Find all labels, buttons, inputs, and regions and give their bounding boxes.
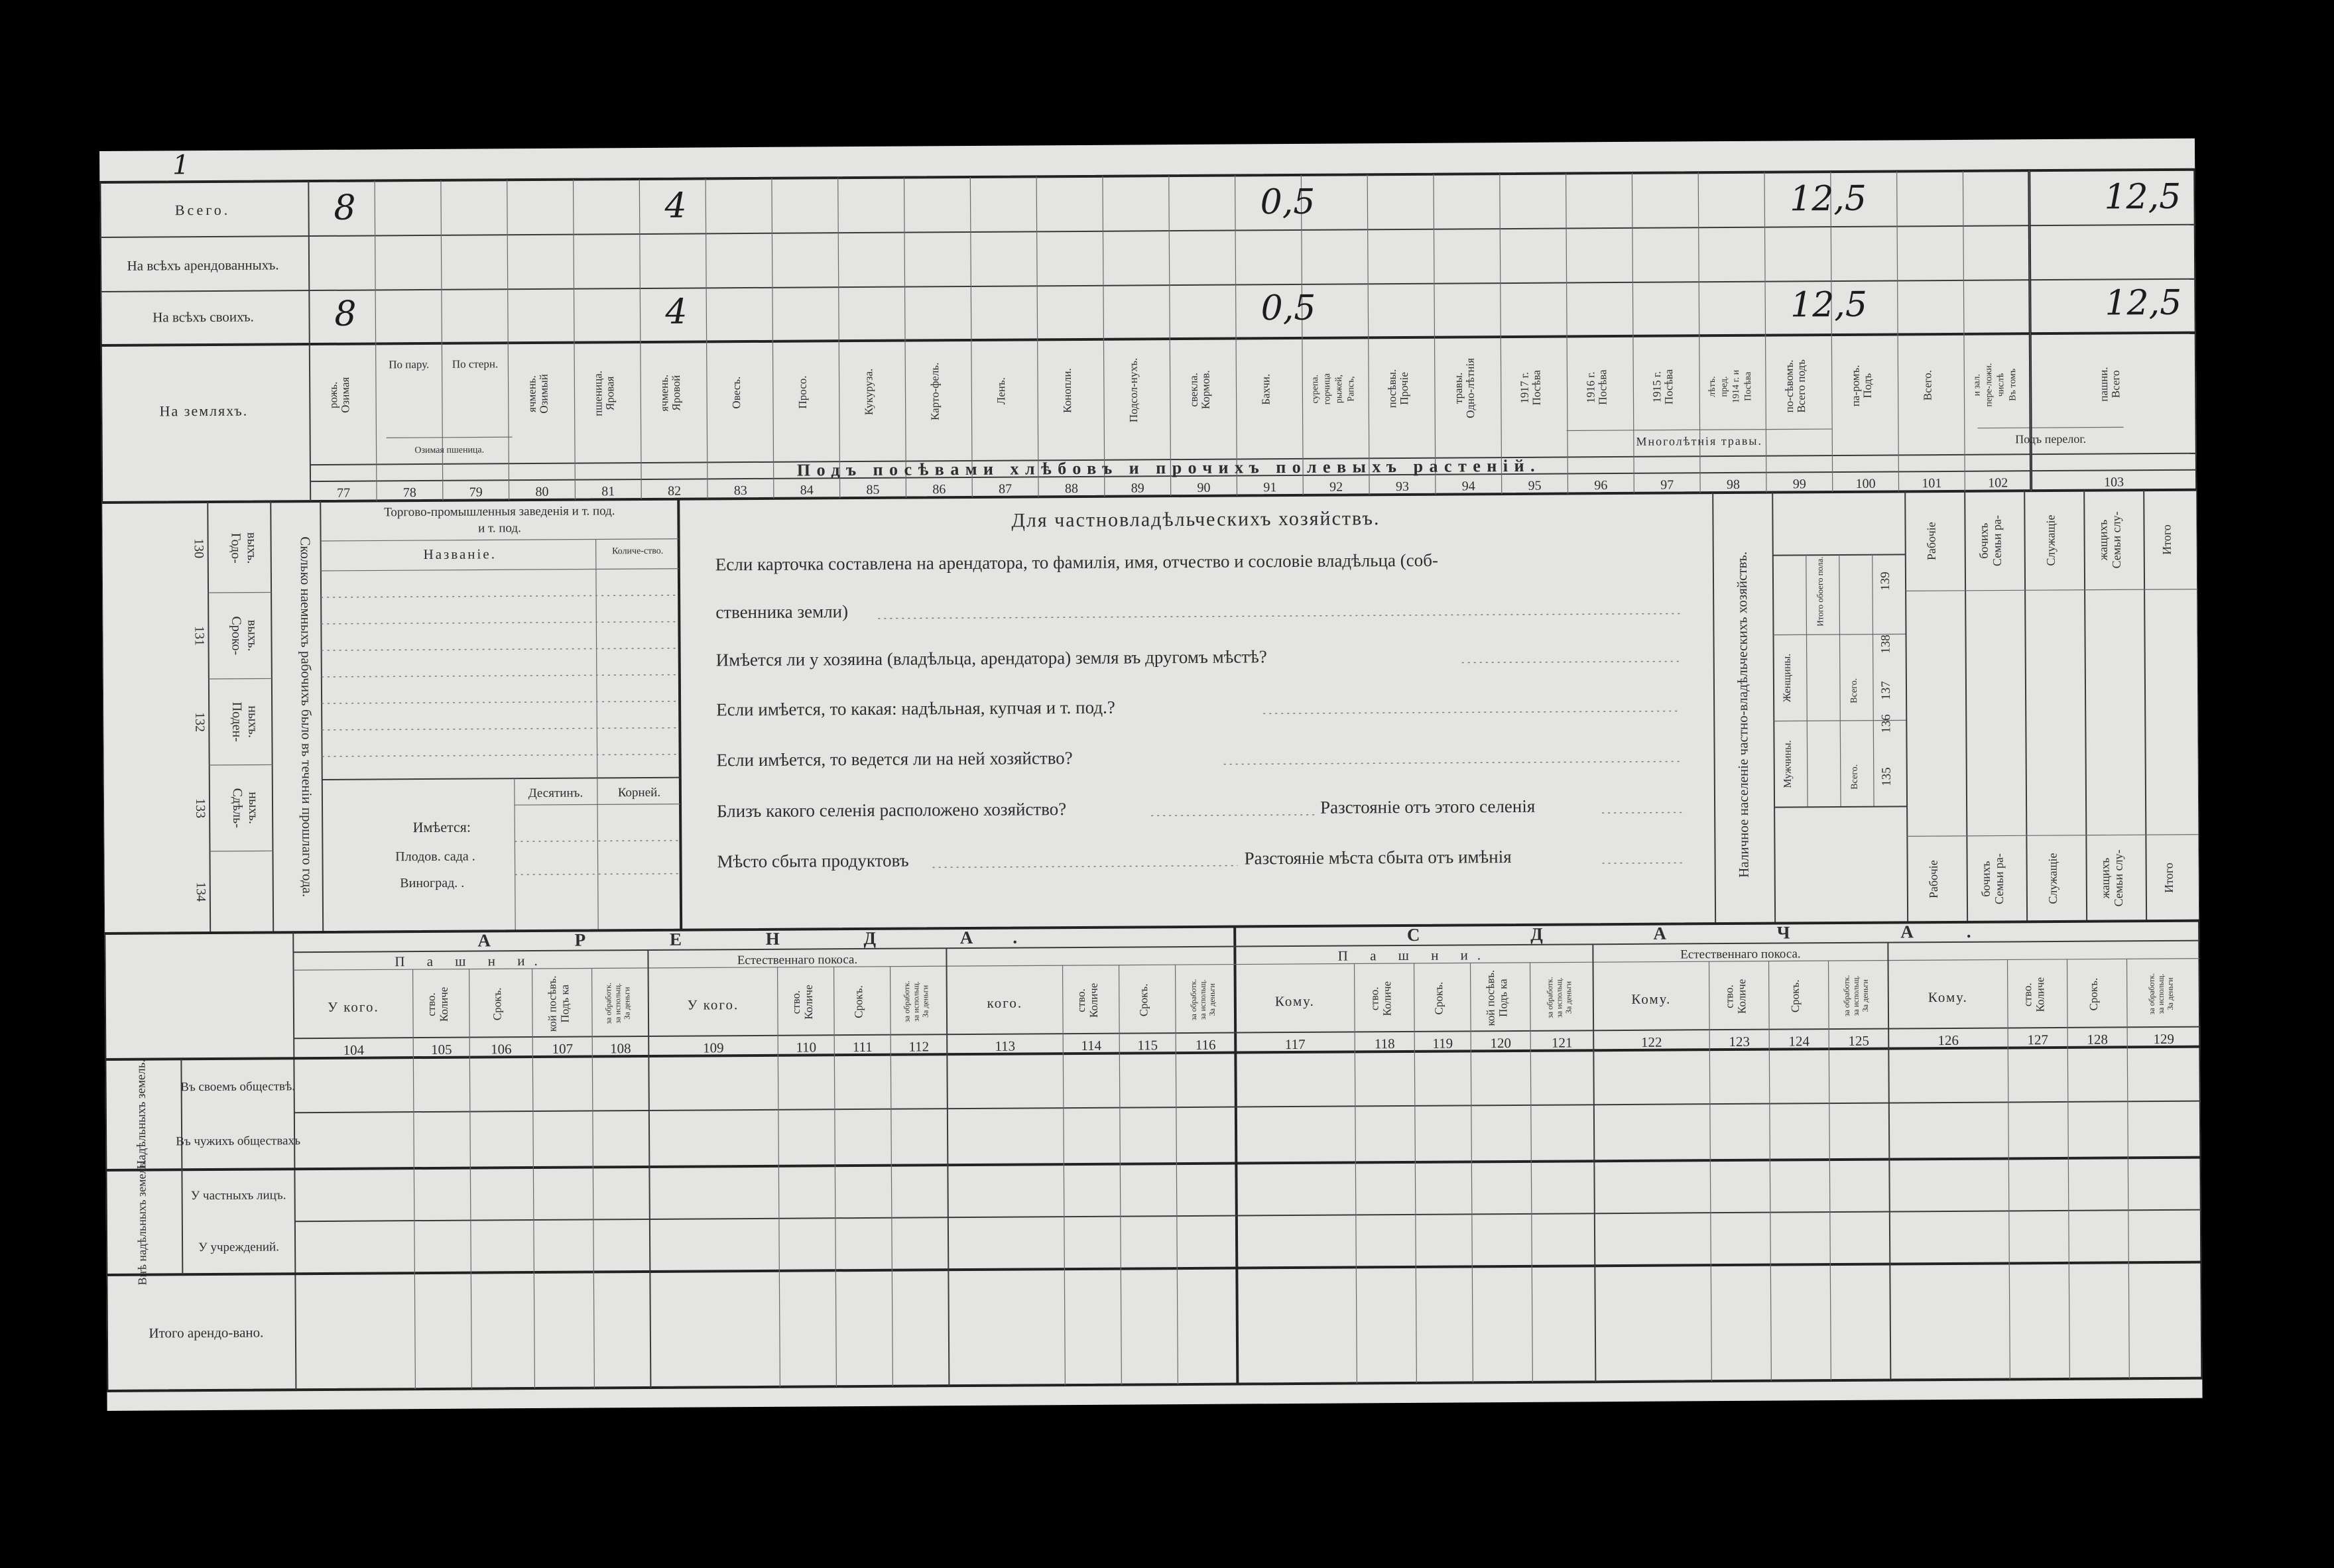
top-col-label-101: Всего. [1921,370,1934,401]
private-q1a: Если карточка составлена на арендатора, то фамилiя, имя, отчество и сословiе владѣльца (соб- [715,550,1439,575]
population-label: Наличное населенiе частно-владѣльческихъ хозяйствъ. [1733,551,1752,878]
sdacha-col-num-120: 120 [1490,1035,1512,1052]
nadel-group-label: Надѣльныхъ земель. [134,1059,149,1170]
top-col-line [904,178,906,498]
top-col-label-88: Конопли. [1060,368,1074,413]
hw-value-row0-col82: 4 [664,186,687,226]
private-q4: Если имѣется, то ведется ли на ней хозяйство? [716,748,1073,770]
trade-header-sub: и т. под. [478,521,521,536]
arenda-col-hdr-105: Количество. [424,987,451,1022]
pop-num-138: 138 [1878,634,1893,654]
hw-value-row2-col91: 0,5 [1260,288,1316,329]
sdacha-col-hdr-123: Количество. [1723,979,1749,1014]
bottom-col-line [1355,963,1357,1383]
right-col-label-0: Рабочiе [1926,860,1940,899]
top-col-num-90: 90 [1197,480,1211,495]
top-col-line [1566,173,1568,493]
arenda-col-num-106: 106 [490,1041,512,1057]
bottom-col-line [532,969,535,1388]
top-col-label-98: Посѣва1914 г. ипред.лѣтъ. [1707,369,1754,404]
sdacha-col-hdr-117: Кому. [1274,993,1315,1010]
mid-col-label-132: Поден-ныхъ. [229,701,261,742]
top-section [99,170,2197,503]
pop-num-136: 136 [1879,714,1894,733]
arenda-col-hdr-109: У кого. [687,996,739,1013]
arenda-col-hdr-113: кого. [987,995,1023,1011]
pop-total: Итого обоего пола. [1814,556,1825,627]
bottom-col-line [1888,943,1890,1380]
row-label-arendovannykh: На всѣхъ арендованныхъ. [127,257,279,274]
top-col-line [1367,174,1369,495]
bottom-col-line [1063,965,1066,1385]
sdacha-col-num-118: 118 [1374,1036,1395,1052]
right-col-label-0: Рабочiе [1924,522,1938,561]
hw-value-row2-col99: 12,5 [1790,284,1868,326]
right-col-label-4: Итого [2160,524,2174,555]
bottom-col-line [778,967,780,1387]
sdacha-col-hdr-121: За деньгиза испольщ.за обработк. [1545,977,1573,1018]
sdacha-col-hdr-124: Срокъ. [1788,979,1802,1013]
group-label-ozimaya-pshenica: Озимая пшеница. [414,445,485,456]
korney-label: Корней. [617,785,661,800]
arenda-pashni: П а ш н и. [395,952,547,970]
sdacha-col-num-126: 126 [1937,1032,1959,1049]
arenda-col-num-115: 115 [1137,1037,1158,1054]
top-col-label-83: Овесъ. [729,376,743,409]
bottom-frame [104,921,2202,1391]
mid-col-num-132: 132 [192,712,208,733]
arenda-col-hdr-108: За деньгиза испольщ.за обработк. [603,983,632,1024]
top-col-line [1103,176,1105,497]
trade-qty-header: Количе-ство. [612,546,664,557]
sad-label: Плодов. сада . [395,849,475,865]
top-col-num-99: 99 [1792,477,1806,492]
sdacha-col-hdr-126: Кому. [1928,989,1968,1006]
sdacha-col-num-129: 129 [2153,1030,2175,1048]
mid-col-num-130: 130 [191,538,206,559]
bottom-col-line [1829,961,1831,1380]
top-col-label-100: Подъпа-ромъ. [1849,365,1874,407]
top-col-label-86: Карто-фель. [928,362,942,421]
arenda-col-num-114: 114 [1081,1037,1102,1054]
top-col-line [1632,173,1634,493]
top-col-num-95: 95 [1528,478,1542,493]
top-col-num-89: 89 [1131,481,1144,496]
mid-col-num-133: 133 [192,798,208,819]
arenda-pokos: Естественнаго покоса. [737,953,858,968]
sdacha-col-num-121: 121 [1551,1034,1573,1051]
bottom-col-line [1414,963,1417,1383]
arenda-col-hdr-107: Подъ какой посѣвъ. [546,975,572,1032]
census-form [99,139,2203,1411]
top-col-num-94: 94 [1461,479,1475,494]
bottom-col-line [1530,963,1533,1382]
sdacha-col-hdr-120: Подъ какой посѣвъ. [1484,969,1510,1026]
top-col-num-91: 91 [1263,480,1277,495]
trade-dotted-line [322,701,680,703]
top-col-num-77: 77 [336,485,351,501]
pop-men: Мужчины. [1782,740,1794,788]
mid-col-num-131: 131 [192,626,207,646]
top-col-label-93: Прочiепосѣвы. [1385,369,1411,408]
top-col-label-87: Ленъ. [995,377,1008,405]
arenda-banner: А Р Е Н Д А. [477,927,1058,951]
bottom-col-line [413,969,416,1389]
row-chastnykh: У частныхъ лицъ. [190,1188,286,1203]
bottom-col-line [1709,961,1712,1381]
census-card [99,139,2203,1411]
sdacha-col-num-123: 123 [1729,1033,1750,1050]
sdacha-col-hdr-118: Количество. [1368,981,1394,1016]
right-col-label-1: Семьи ра-бочихъ [1979,853,2006,905]
top-col-line [1434,174,1436,495]
top-col-num-82: 82 [668,483,682,499]
top-col-label-102: Въ томъчислѣпере-ложи.и зал. [1972,363,2018,407]
top-col-num-81: 81 [601,484,615,499]
sdacha-col-hdr-129: За деньгиза испольщ.за обработк. [2146,973,2175,1015]
top-col-num-80: 80 [535,484,549,499]
arenda-col-hdr-104: У кого. [328,998,379,1015]
arenda-col-hdr-114: Количество. [1074,983,1101,1018]
right-col-label-2: Служащiе [2044,514,2058,566]
top-col-label-79: По стерн. [452,357,499,371]
bottom-col-line [2067,959,2070,1379]
sdacha-pashni: П а ш н и. [1337,947,1491,964]
sdacha-col-num-127: 127 [2027,1032,2049,1048]
top-col-label-84: Просо. [796,375,809,409]
top-col-label-95: Посѣва1917 г. [1518,370,1543,406]
top-col-num-79: 79 [469,485,483,500]
sdacha-pokos: Естественнаго покоса. [1680,947,1801,962]
private-q5a: Близъ какого селенiя расположено хозяйство? [717,799,1067,821]
mid-col-num-134: 134 [193,882,208,902]
bottom-col-line [1769,961,1772,1381]
private-q2: Имѣется ли у хозяина (владѣльца, арендатора) земля въ другомъ мѣстѣ? [715,646,1267,670]
top-col-line [1235,176,1237,496]
trade-dotted-line [322,754,680,756]
top-col-line [970,177,972,497]
right-col-label-3: Семьи слу-жащихъ [2096,511,2123,569]
right-col-label-4: Итого [2162,863,2176,893]
private-q1b: ственника земли) [715,601,849,623]
private-title: Для частновладѣльческихъ хозяйствъ. [1011,507,1381,532]
top-col-line [1897,171,1899,491]
arenda-col-num-116: 116 [1195,1036,1216,1053]
top-col-num-93: 93 [1395,479,1410,495]
group-label-perelog: Подъ перелог. [2015,432,2087,446]
sdacha-col-num-122: 122 [1640,1034,1662,1050]
group-label-mnogoletnie: Многолѣтнiя травы. [1636,434,1763,448]
top-col-label-85: Кукуруза. [862,368,875,416]
hw-value-row0-col99: 12,5 [1789,178,1867,219]
arenda-col-num-113: 113 [995,1038,1016,1054]
hw-value-row2-col77: 8 [334,294,357,334]
top-col-label-94: Одно-лѣтнiятравы. [1451,357,1477,418]
vinograd-label: Виноград. . [400,875,465,891]
top-col-label-80: Озимыйячмень. [525,374,550,414]
bottom-col-line [469,969,472,1389]
bottom-col-line [1176,965,1178,1384]
sdacha-col-num-125: 125 [1848,1032,1870,1049]
bottom-section [104,920,2202,1391]
top-col-line [1764,172,1766,493]
arenda-col-hdr-115: Срокъ. [1137,983,1150,1017]
top-col-num-96: 96 [1594,478,1608,493]
bottom-col-line [1471,963,1473,1382]
bottom-col-line [2008,959,2010,1379]
right-col-label-2: Служащiе [2046,853,2059,904]
private-q6b: Разстоянiе мѣста сбыта отъ имѣнiя [1244,847,1512,869]
hw-value-row2-col103: 12,5 [2105,282,2182,324]
trade-dotted-line [321,595,679,597]
top-col-num-85: 85 [866,482,880,497]
top-col-line [1963,171,1965,491]
desyatin-label: Десятинъ. [528,786,584,801]
bottom-col-line [592,968,595,1388]
hw-value-row2-col82: 4 [665,292,688,332]
private-q6a: Мѣсто сбыта продуктовъ [717,850,909,872]
bottom-col-line [834,967,837,1386]
bottom-col-line [2126,959,2129,1378]
trade-dotted-line [322,675,680,677]
row-label-na-zemlyakh: На земляхъ. [159,402,249,420]
vne-group-label: Внѣ надѣльныхъ земель. [135,1159,149,1286]
row-chuzhikh: Въ чужихъ обществахъ [176,1134,301,1149]
arenda-col-hdr-116: За деньгиза испольщ.за обработк. [1188,979,1217,1021]
top-col-line [1301,175,1303,495]
sdacha-col-hdr-125: За деньгиза испольщ.за обработк. [1841,975,1870,1017]
top-col-num-102: 102 [1988,475,2008,491]
top-col-num-92: 92 [1329,479,1343,495]
top-col-label-81: Яроваяпшеница. [591,370,617,416]
top-col-num-98: 98 [1726,477,1741,493]
sdacha-col-num-117: 117 [1284,1036,1306,1053]
top-col-line [1831,172,1833,492]
row-itogo: Итого арендо-вано. [149,1324,264,1341]
top-col-line [507,180,509,500]
right-col-label-1: Семьи ра-бочихъ [1977,515,2004,567]
sdacha-col-hdr-128: Срокъ. [2087,977,2100,1011]
middle-section [101,490,2199,934]
top-col-num-83: 83 [733,483,747,499]
top-col-label-89: Подсол-нухъ. [1127,357,1140,423]
bottom-col-line [1593,944,1595,1382]
top-col-line [1169,176,1171,496]
top-col-label-97: Посѣва1915 г. [1650,369,1676,405]
bottom-col-line [1119,965,1122,1385]
mid-col-label-131: Сроко-выхъ. [229,616,260,656]
trade-dotted-line [322,728,680,730]
sdacha-col-num-119: 119 [1432,1035,1453,1052]
sdacha-banner: С Д А Ч А. [1406,921,2024,945]
bottom-col-line [946,948,949,1386]
sdacha-col-hdr-119: Срокъ. [1432,981,1445,1015]
sdacha-col-hdr-127: Количество. [2021,977,2047,1012]
top-col-label-91: Бахчи. [1259,373,1272,405]
top-col-num-84: 84 [800,483,814,498]
arenda-col-num-105: 105 [430,1041,452,1057]
bottom-col-line [648,950,650,1388]
top-col-label-99: Всего подъпо-сѣвомъ. [1782,359,1808,413]
hired-workers-label: Сколько наемныхъ рабочихъ было въ теченiи прошлаго года. [297,536,316,898]
trade-header: Торгово-промышленныя заведенiя и т. под. [384,504,615,520]
hw-value-row0-col103: 12,5 [2104,176,2181,217]
top-col-line [1500,174,1502,494]
arenda-col-num-107: 107 [552,1040,574,1057]
pop-num-137: 137 [1878,681,1894,700]
pop-vsego-w: Всего. [1849,678,1860,703]
arenda-col-num-112: 112 [908,1038,930,1055]
top-col-line [639,179,641,499]
top-col-label-92: Рапсъ,рыжей,горчицасурепа. [1310,373,1357,405]
sdacha-col-num-124: 124 [1788,1033,1810,1050]
bottom-col-line [891,967,893,1386]
pop-num-139: 139 [1878,572,1893,591]
row-uchrezh: У учреждений. [198,1240,280,1255]
arenda-col-hdr-111: Срокъ. [852,985,865,1018]
top-col-label-90: Кормов.свекла. [1187,370,1212,410]
private-q3: Если имѣется, то какая: надѣльная, купчая и т. под.? [716,697,1115,720]
hw-value-row0-col77: 8 [334,188,356,228]
pop-vsego-m: Всего. [1849,764,1860,790]
top-col-label-77: Озимаярожь. [327,377,352,413]
hw-value-row0-col91: 0,5 [1260,182,1316,223]
trade-name-header: Названiе. [423,546,497,563]
sdacha-col-hdr-122: Кому. [1631,991,1672,1007]
mid-col-label-133: Сдѣль-ныхъ. [229,788,261,828]
arenda-col-hdr-112: За деньгиза испольщ.за обработк. [902,981,930,1022]
arenda-col-hdr-110: Количество. [789,985,816,1020]
row-svoem: Въ своемъ обществѣ. [180,1079,296,1095]
top-col-line [574,180,576,500]
trade-dotted-line [322,648,680,650]
top-col-label-103: Всегопашни. [2097,367,2122,402]
top-col-label-78: По пару. [389,357,430,371]
arenda-col-num-110: 110 [796,1039,817,1055]
arenda-col-hdr-106: Срокъ. [491,987,504,1021]
top-col-num-100: 100 [1855,476,1876,491]
pop-women: Женщины. [1781,653,1794,703]
top-col-num-101: 101 [1922,476,1942,491]
top-col-line [375,180,377,501]
imeetsya-label: Имѣется: [412,818,471,836]
private-q5b: Разстоянiе отъ этого селенiя [1320,796,1536,817]
top-col-line [1036,176,1038,497]
top-col-label-82: Яровойячмень. [658,374,683,412]
top-col-label-96: Посѣва1916 г. [1584,369,1609,405]
mid-col-label-130: Годо-выхъ. [228,532,259,564]
corner-mark-left: 1 [172,150,190,181]
right-col-label-3: Семьи слу-жащихъ [2098,849,2126,907]
top-col-num-87: 87 [999,481,1013,497]
row-label-vsego: Всего. [174,201,231,219]
arenda-col-num-108: 108 [609,1040,631,1057]
arenda-col-num-104: 104 [343,1042,365,1058]
banner-posevy: Подъ посѣвами хлѣбовъ и прочихъ полевыхъ растенiй. [796,455,1542,480]
top-col-num-97: 97 [1660,477,1674,493]
sdacha-col-num-128: 128 [2087,1031,2109,1048]
top-col-num-86: 86 [932,482,946,497]
pop-num-135: 135 [1879,767,1894,786]
top-col-num-103: 103 [2104,475,2124,490]
top-col-line [706,178,707,499]
top-col-num-88: 88 [1064,481,1078,497]
arenda-col-num-111: 111 [852,1038,873,1055]
top-col-line [838,178,840,498]
arenda-col-num-109: 109 [702,1040,724,1056]
top-col-num-78: 78 [402,485,416,501]
trade-dotted-line [321,622,679,624]
row-label-svoikh: На всѣхъ своихъ. [153,308,254,326]
top-col-line [772,178,774,499]
